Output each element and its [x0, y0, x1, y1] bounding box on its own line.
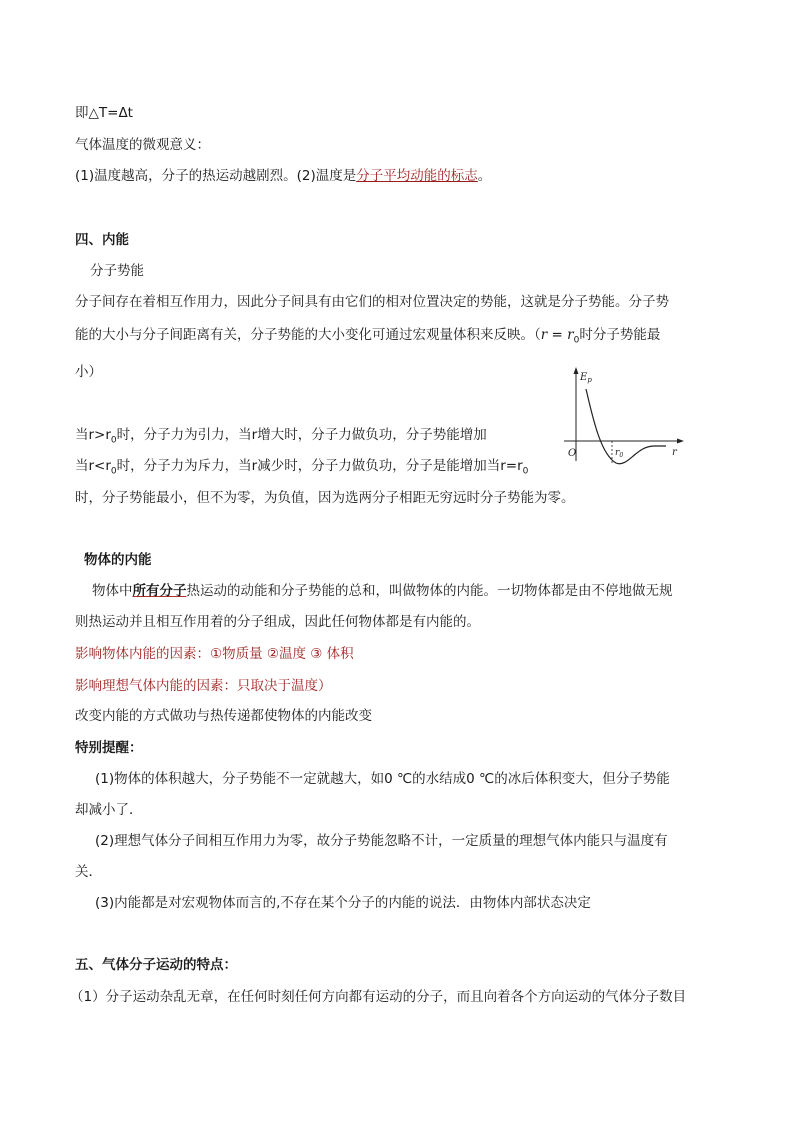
- origin-label: O: [568, 448, 577, 459]
- temp-meaning-text: 气体温度的微观意义：: [75, 137, 210, 153]
- r0-label: $r_0$: [615, 448, 624, 459]
- y-axis-label: $E_p$: [580, 372, 592, 384]
- subheading-internal-energy: [84, 550, 152, 570]
- equals-sign: =: [547, 327, 568, 343]
- section-heading-4-text: 四、内能: [75, 232, 129, 248]
- ideal-gas-factors-text: 影响理想气体内能的因素：只取决于温度）: [75, 678, 332, 694]
- all-molecules-term: 所有分子: [132, 583, 187, 599]
- change-methods-line: [75, 706, 372, 726]
- factors-text: 影响物体内能的因素：①物质量 ②温度 ③ 体积: [75, 646, 354, 662]
- ideal-gas-factors-line: [75, 676, 332, 696]
- var-r0: r: [567, 327, 574, 343]
- tip-text: 却减小了．: [75, 802, 143, 818]
- section-heading-4: [75, 230, 129, 250]
- subheading-potential-energy: [90, 261, 144, 281]
- paragraph-text: 热运动的动能和分子势能的总和，叫做物体的内能。一切物体都是由不停地做无规: [186, 583, 673, 599]
- section-heading-5: [75, 955, 237, 975]
- section-heading-5-text: 五、气体分子运动的特点：: [75, 957, 237, 973]
- special-tip-text: 特别提醒：: [75, 740, 143, 756]
- paragraph-text: 物体中: [92, 583, 133, 599]
- temp-point-end: 。: [477, 168, 492, 184]
- paragraph-text: （1）分子运动杂乱无章，在任何时刻任何方向都有运动的分子，而且向着各个方向运动的气体分子数目: [70, 989, 687, 1005]
- var-r: r: [540, 327, 548, 343]
- temp-meaning-heading: [75, 135, 210, 155]
- tip-1-line-1: [95, 769, 670, 789]
- formula-line: [75, 103, 133, 123]
- formula-text: 即△T=Δt: [75, 105, 133, 121]
- tip-text: (2)理想气体分子间相互作用力为零，故分子势能忽略不计，一定质量的理想气体内能只与温度有: [95, 833, 668, 849]
- subscript-0: 0: [110, 466, 117, 477]
- paragraph-line-2: [75, 325, 660, 351]
- paragraph-line-4: [75, 425, 487, 451]
- paragraph-text: 分子间存在着相互作用力，因此分子间具有由它们的相对位置决定的势能，这就是分子势能。分子势: [75, 294, 669, 310]
- paragraph-text: 则热运动并且相互作用着的分子组成，因此任何物体都是有内能的。: [75, 614, 480, 630]
- potential-energy-graph: [556, 366, 686, 466]
- paragraph-text: 时，分子势能最小，但不为零，为负值，因为选两分子相距无穷远时分子势能为零。: [75, 490, 575, 506]
- subscript-0: 0: [573, 335, 580, 346]
- kinetic-energy-marker-term: 分子平均动能的标志: [356, 168, 478, 184]
- y-axis-arrow: [574, 367, 579, 374]
- paragraph-text: 能的大小与分子间距离有关，分子势能的大小变化可通过宏观量体积来反映。（: [75, 327, 541, 343]
- paragraph-text: 时，分子力为斥力，当r减少时，分子力做负功，分子是能增加当r=r: [116, 458, 523, 474]
- paragraph-text: 时分子势能最: [579, 327, 661, 343]
- paragraph-line-6: [75, 488, 575, 508]
- change-methods-text: 改变内能的方式做功与热传递都使物体的内能改变: [75, 708, 372, 724]
- paragraph-line-3: [75, 362, 102, 382]
- special-tip-heading: [75, 738, 143, 758]
- paragraph-line-8: [75, 612, 480, 632]
- subheading-internal-energy-text: 物体的内能: [84, 552, 152, 568]
- temp-meaning-points: [75, 166, 491, 186]
- tip-2-line-2: [75, 862, 102, 882]
- tip-text: (1)物体的体积越大，分子势能不一定就越大，如0 ℃的水结成0 ℃的冰后体积变大，但分子势能: [95, 771, 670, 787]
- paragraph-text: 小）: [75, 364, 102, 380]
- x-axis-label: r: [672, 447, 677, 458]
- paragraph-line-7: [92, 581, 673, 601]
- tip-1-line-2: [75, 800, 143, 820]
- tip-text: 关．: [75, 864, 102, 880]
- subscript-0: 0: [110, 435, 117, 446]
- factors-line: [75, 644, 354, 664]
- x-axis-arrow: [677, 439, 684, 444]
- tip-3-line: [95, 893, 591, 913]
- paragraph-text: 时，分子力为引力，当r增大时，分子力做负功，分子势能增加: [116, 427, 487, 443]
- tip-text: (3)内能都是对宏观物体而言的,不存在某个分子的内能的说法．由物体内部状态决定: [95, 895, 591, 911]
- paragraph-line-5: [75, 456, 528, 482]
- tip-2-line-1: [95, 831, 668, 851]
- temp-point-text: (1)温度越高，分子的热运动越剧烈。(2)温度是: [75, 168, 357, 184]
- potential-curve: [586, 389, 666, 464]
- paragraph-text: 当r>r: [75, 427, 111, 443]
- subscript-0: 0: [522, 466, 529, 477]
- paragraph-line-12: [70, 987, 686, 1007]
- paragraph-text: 当r<r: [75, 458, 111, 474]
- subheading-potential-energy-text: 分子势能: [90, 263, 144, 279]
- paragraph-line-1: [75, 292, 669, 312]
